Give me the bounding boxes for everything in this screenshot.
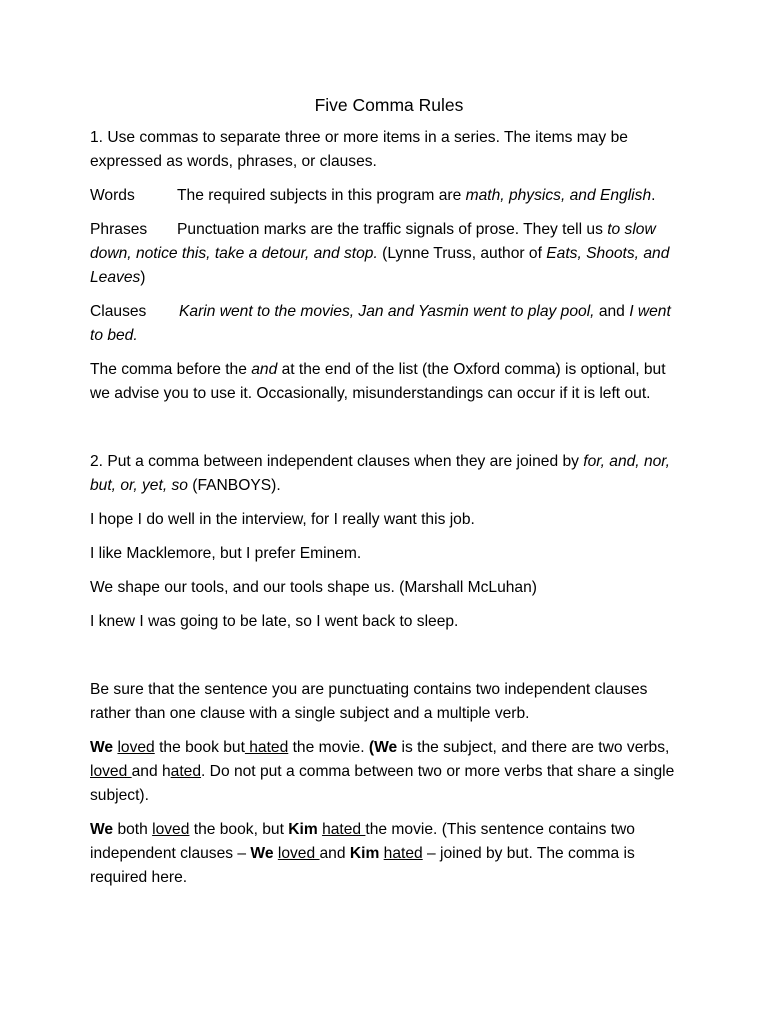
note-text: the book, but — [189, 821, 289, 838]
phrases-attribution: (Lynne Truss, author of — [377, 245, 547, 262]
phrases-italic: to slow down, notice this, take a detour, and stop. — [90, 221, 656, 262]
oxford-and: and — [251, 361, 278, 378]
rule2-example-2: I like Macklemore, but I prefer Eminem. — [90, 545, 362, 562]
note-text: the movie. — [288, 739, 369, 756]
subject-kim: Kim — [288, 821, 318, 838]
verb-loved: loved — [277, 845, 320, 862]
verb-loved: loved — [90, 763, 132, 780]
verb-hated: hated — [383, 845, 423, 862]
rule2-intro — [90, 450, 680, 498]
words-end: . — [651, 187, 656, 204]
clauses-italic-2: I went to bed. — [90, 303, 671, 344]
note-text: the movie. (This sentence contains two independent clauses – — [90, 821, 635, 862]
clauses-label: Clauses — [90, 303, 147, 320]
verb-hated: hated — [322, 821, 366, 838]
note-example-1 — [90, 736, 680, 808]
oxford-text-2: at the end of the list (the Oxford comma) is optional, but we advise you to use it. Occasionally, misunderstandings can occur if it is left out. — [90, 361, 666, 402]
rule2-example-3: We shape our tools, and our tools shape us. (Marshall McLuhan) — [90, 579, 537, 596]
rule1-clauses-example — [90, 300, 680, 348]
phrases-text: Punctuation marks are the traffic signals of prose. They tell us — [177, 221, 608, 238]
verb-hated-part: ated — [170, 763, 202, 780]
fanboys-list: for, and, nor, but, or, yet, so — [90, 453, 670, 494]
words-label: Words — [90, 187, 135, 204]
oxford-comma-note — [90, 358, 680, 406]
note-text: and h — [131, 763, 171, 780]
verb-loved: loved — [152, 821, 190, 838]
rule2-text: 2. Put a comma between independent clauses when they are joined by — [90, 453, 584, 470]
clauses-and: and — [594, 303, 630, 320]
note-text: is the subject, and there are two verbs, — [397, 739, 670, 756]
note-intro: Be sure that the sentence you are punctuating contains two independent clauses rather than one clause with a single subject and a multiple verb. — [90, 681, 648, 722]
rule2-end: (FANBOYS). — [187, 477, 281, 494]
verb-loved: loved — [117, 739, 155, 756]
note-text: the book but — [154, 739, 245, 756]
book-title: Eats, Shoots, and Leaves — [90, 245, 670, 286]
note-text: both — [113, 821, 153, 838]
subject-we: We — [250, 845, 274, 862]
note-text: and — [319, 845, 350, 862]
subject-we: We — [90, 821, 114, 838]
words-text: The required subjects in this program are — [177, 187, 466, 204]
page-title: Five Comma Rules — [314, 95, 464, 115]
clauses-italic-1: Karin went to the movies, Jan and Yasmin went to play pool, — [179, 303, 595, 320]
section-spacer — [90, 644, 680, 678]
note-text: . Do not put a comma between two or more verbs that share a single subject). — [90, 763, 675, 804]
rule1-words-example — [90, 184, 680, 208]
subject-kim: Kim — [349, 845, 380, 862]
subject-we-paren: (We — [368, 739, 398, 756]
rule2-example-4: I knew I was going to be late, so I went back to sleep. — [90, 613, 459, 630]
rule1-intro: 1. Use commas to separate three or more items in a series. The items may be expressed as words, phrases, or clauses. — [90, 129, 628, 170]
document-body — [90, 92, 680, 900]
verb-hated: hated — [244, 739, 289, 756]
words-italic: math, physics, and English — [465, 187, 652, 204]
oxford-text-1: The comma before the — [90, 361, 252, 378]
phrases-label: Phrases — [90, 221, 148, 238]
phrases-end: ) — [140, 269, 146, 286]
rule1-phrases-example — [90, 218, 680, 290]
note-example-2 — [90, 818, 680, 890]
section-spacer — [90, 416, 680, 450]
subject-we: We — [90, 739, 114, 756]
rule2-example-1: I hope I do well in the interview, for I really want this job. — [90, 511, 475, 528]
note-text: – joined by but. The comma is required here. — [90, 845, 635, 886]
